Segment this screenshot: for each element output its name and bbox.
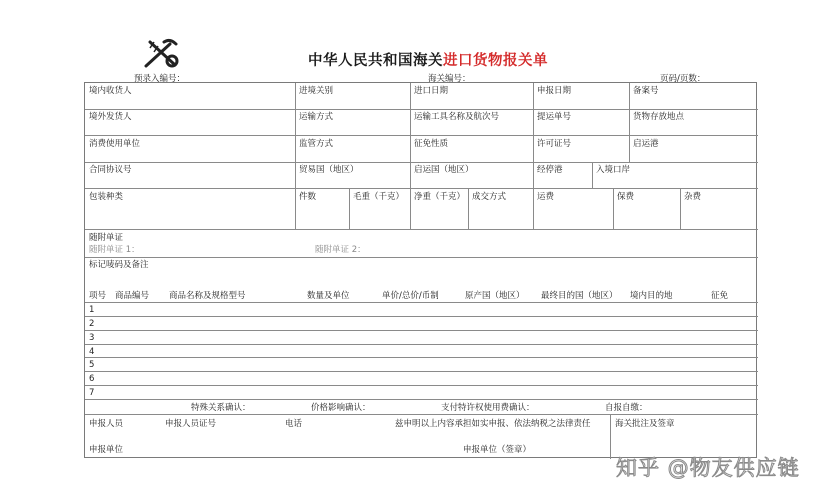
goods-col-hs-code: 商品编号 [115, 291, 150, 301]
field-port-of-loading[interactable]: 启运港 [633, 139, 659, 149]
attached-docs-title: 随附单证 [89, 233, 124, 243]
field-insurance[interactable]: 保费 [617, 192, 635, 202]
row-divider [85, 229, 758, 230]
col-divider [610, 414, 611, 459]
field-domestic-consignee[interactable]: 境内收货人 [89, 86, 132, 96]
row-divider [85, 257, 758, 258]
customs-emblem-icon [140, 36, 182, 70]
field-entry-customs[interactable]: 进境关别 [299, 86, 334, 96]
row-divider [85, 414, 758, 415]
col-divider [680, 188, 681, 229]
field-record-number[interactable]: 备案号 [633, 86, 659, 96]
field-overseas-consignor[interactable]: 境外发货人 [89, 112, 132, 122]
goods-col-item-no: 项号 [89, 291, 107, 301]
col-divider [410, 83, 411, 188]
field-transport-mode[interactable]: 运输方式 [299, 112, 334, 122]
declaration-statement: 兹申明以上内容承担如实申报、依法纳税之法律责任 [395, 419, 591, 429]
field-storage-location[interactable]: 货物存放地点 [633, 112, 685, 122]
field-consumer-unit[interactable]: 消费使用单位 [89, 139, 141, 149]
row-divider [85, 188, 758, 189]
field-transaction-mode[interactable]: 成交方式 [472, 192, 507, 202]
col-divider [613, 188, 614, 229]
row-divider [85, 330, 758, 331]
title-accent: 进口货物报关单 [443, 53, 548, 69]
watermark: 知乎 @物友供应链 [616, 456, 800, 480]
row-divider [85, 371, 758, 372]
row-divider [85, 357, 758, 358]
col-divider [533, 83, 534, 229]
phone-field[interactable]: 电话 [285, 419, 303, 429]
field-trading-country[interactable]: 贸易国（地区） [299, 165, 359, 175]
remarks-field[interactable]: 标记唛码及备注 [89, 260, 149, 270]
goods-col-domestic-destination: 境内目的地 [630, 291, 673, 301]
field-tax-nature[interactable]: 征免性质 [414, 139, 449, 149]
goods-row-6[interactable]: 6 [89, 374, 95, 384]
field-vessel-voyage[interactable]: 运输工具名称及航次号 [414, 112, 500, 122]
field-package-count[interactable]: 件数 [299, 192, 317, 202]
goods-col-description: 商品名称及规格型号 [169, 291, 246, 301]
declaration-form [84, 82, 757, 458]
customs-approval-field[interactable]: 海关批注及签章 [615, 419, 675, 429]
goods-col-quantity: 数量及单位 [307, 291, 350, 301]
declarant-field[interactable]: 申报人员 [89, 419, 124, 429]
goods-row-2[interactable]: 2 [89, 319, 95, 329]
goods-col-price: 单价/总价/币制 [382, 291, 439, 301]
field-license-number[interactable]: 许可证号 [537, 139, 572, 149]
page-title [308, 49, 548, 70]
row-divider [85, 302, 758, 303]
field-entry-port[interactable]: 入境口岸 [596, 165, 631, 175]
row-divider [85, 316, 758, 317]
goods-row-5[interactable]: 5 [89, 360, 95, 370]
goods-col-origin: 原产国（地区） [465, 291, 525, 301]
customs-number-label: 海关编号： [428, 74, 471, 84]
self-report-pay[interactable]: 自报自缴： [605, 403, 648, 413]
special-relationship-confirm[interactable]: 特殊关系确认： [191, 403, 251, 413]
field-transit-port[interactable]: 经停港 [537, 165, 563, 175]
price-influence-confirm[interactable]: 价格影响确认： [311, 403, 371, 413]
field-declaration-date[interactable]: 申报日期 [537, 86, 572, 96]
field-freight[interactable]: 运费 [537, 192, 555, 202]
row-divider [85, 344, 758, 345]
goods-row-1[interactable]: 1 [89, 305, 95, 315]
col-divider [592, 162, 593, 188]
goods-row-4[interactable]: 4 [89, 347, 95, 357]
goods-row-3[interactable]: 3 [89, 333, 95, 343]
goods-col-exemption: 征免 [711, 291, 729, 301]
col-divider [349, 188, 350, 229]
page-number-label: 页码/页数： [660, 74, 706, 84]
row-divider [85, 109, 758, 110]
row-divider [85, 162, 758, 163]
field-package-type[interactable]: 包装种类 [89, 192, 124, 202]
field-supervision-mode[interactable]: 监管方式 [299, 139, 334, 149]
title-main: 中华人民共和国海关 [308, 53, 443, 69]
pre-entry-number-label: 预录入编号： [134, 74, 186, 84]
royalty-payment-confirm[interactable]: 支付特许权使用费确认： [441, 403, 535, 413]
row-divider [85, 385, 758, 386]
field-net-weight[interactable]: 净重（千克） [414, 192, 466, 202]
field-contract-number[interactable]: 合同协议号 [89, 165, 132, 175]
col-divider [629, 83, 630, 162]
declaring-unit-seal[interactable]: 申报单位（签章） [463, 445, 532, 455]
col-divider [468, 188, 469, 229]
field-import-date[interactable]: 进口日期 [414, 86, 449, 96]
field-misc-charges[interactable]: 杂费 [684, 192, 702, 202]
goods-col-destination-country: 最终目的国（地区） [541, 291, 618, 301]
row-divider [85, 135, 758, 136]
row-divider [85, 399, 758, 400]
attached-doc-1[interactable]: 随附单证 1： [89, 245, 140, 255]
field-departure-country[interactable]: 启运国（地区） [414, 165, 474, 175]
goods-row-7[interactable]: 7 [89, 388, 95, 398]
attached-doc-2[interactable]: 随附单证 2： [315, 245, 366, 255]
declarant-id-field[interactable]: 申报人员证号 [165, 419, 217, 429]
field-gross-weight[interactable]: 毛重（千克） [353, 192, 405, 202]
col-divider [410, 188, 411, 229]
declaring-unit-field[interactable]: 申报单位 [89, 445, 124, 455]
col-divider [295, 83, 296, 229]
field-bill-of-lading[interactable]: 提运单号 [537, 112, 572, 122]
